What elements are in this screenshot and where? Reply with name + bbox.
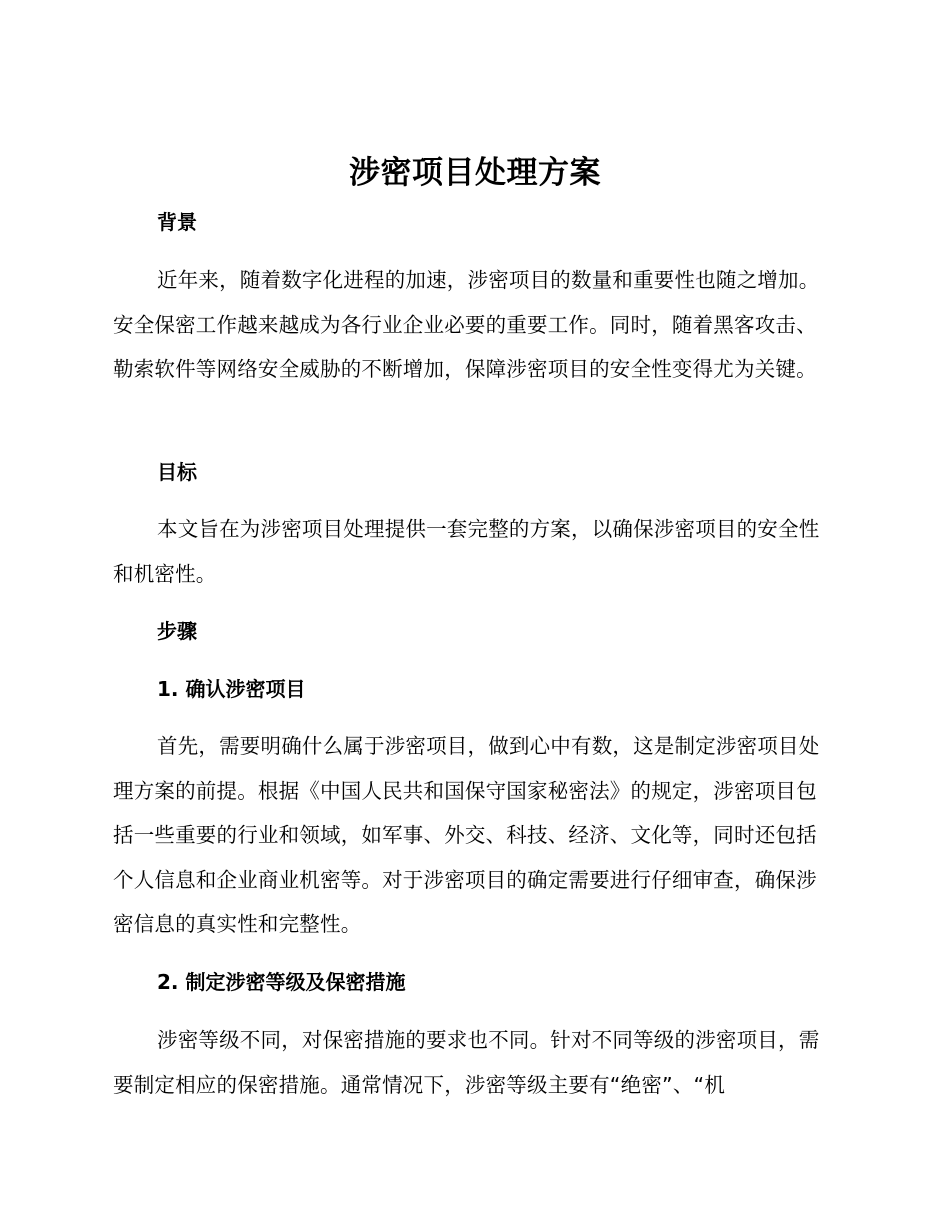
section-goal-body bbox=[113, 507, 835, 596]
section-step-2-body bbox=[113, 1018, 835, 1107]
section-step-1-body bbox=[113, 724, 835, 947]
section-heading-step-2: 2. 制定涉密等级及保密措施 bbox=[157, 970, 406, 994]
paragraph: 涉密等级不同，对保密措施的要求也不同。针对不同等级的涉密项目，需要制定相应的保密措施。通常情况下，涉密等级主要有“绝密”、“机 bbox=[113, 1028, 820, 1097]
paragraph: 近年来，随着数字化进程的加速，涉密项目的数量和重要性也随之增加。安全保密工作越来越成为各行业企业必要的重要工作。同时，随着黑客攻击、勒索软件等网络安全威胁的不断增加，保障涉密项目的安全性变得尤为关键。 bbox=[113, 268, 820, 381]
page-title: 涉密项目处理方案 bbox=[349, 155, 601, 191]
section-background-body bbox=[113, 258, 835, 392]
paragraph: 首先，需要明确什么属于涉密项目，做到心中有数，这是制定涉密项目处理方案的前提。根据《中国人民共和国保守国家秘密法》的规定，涉密项目包括一些重要的行业和领域，如军事、外交、科技、经济、文化等，同时还包括个人信息和企业商业机密等。对于涉密项目的确定需要进行仔细审查，确保涉密信息的真实性和完整性。 bbox=[113, 734, 820, 936]
section-heading-goal: 目标 bbox=[157, 460, 197, 484]
paragraph: 本文旨在为涉密项目处理提供一套完整的方案，以确保涉密项目的安全性和机密性。 bbox=[113, 517, 820, 586]
section-heading-background: 背景 bbox=[157, 210, 197, 234]
section-heading-steps: 步骤 bbox=[157, 619, 197, 643]
section-heading-step-1: 1. 确认涉密项目 bbox=[157, 677, 306, 701]
